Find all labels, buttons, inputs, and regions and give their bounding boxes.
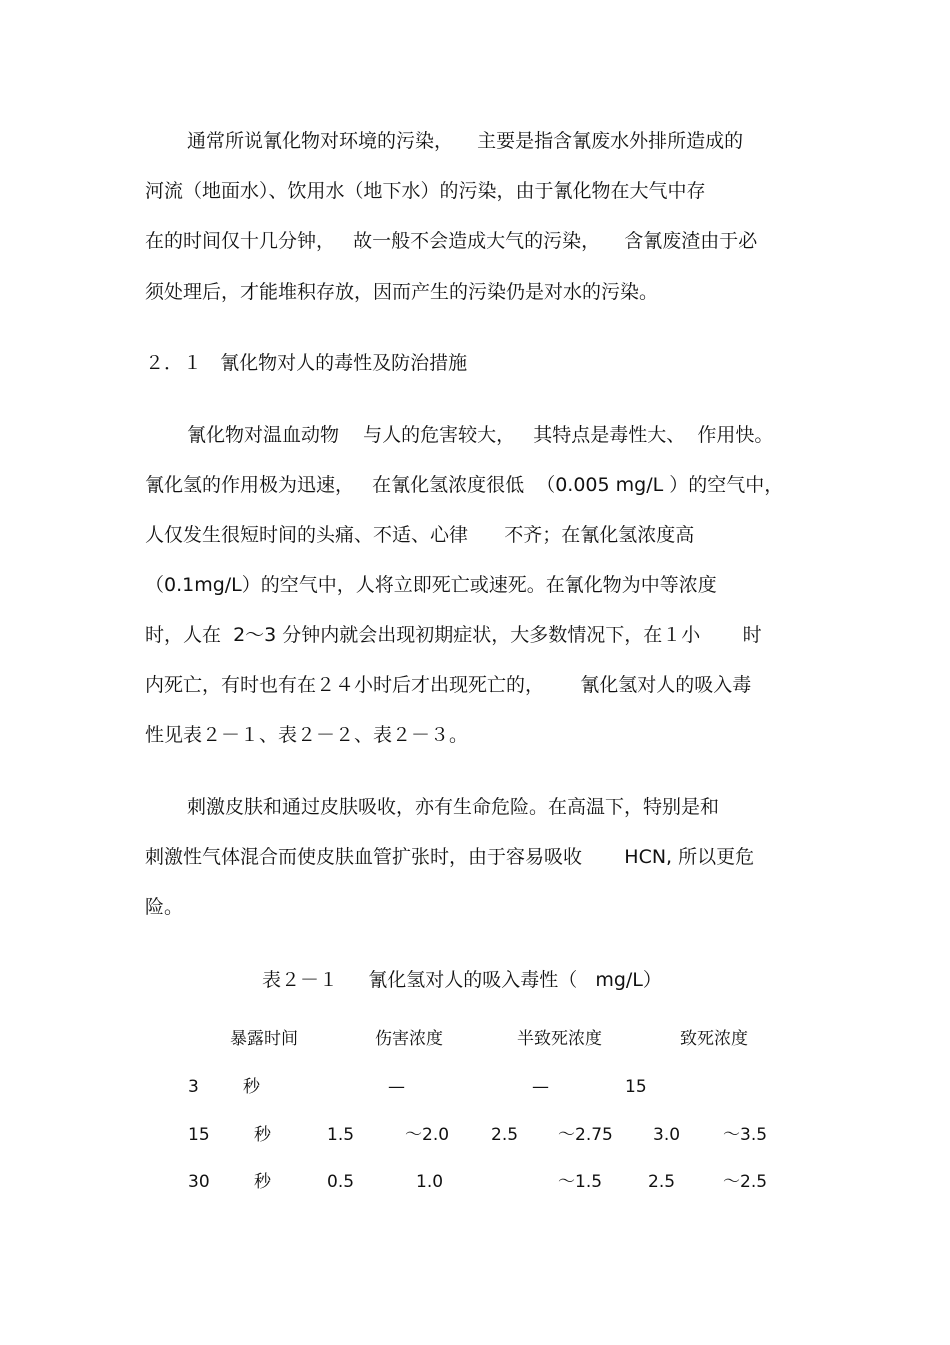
paragraph-line: 须处理后，才能堆积存放，因而产生的污染仍是对水的污染。 [145,281,659,303]
table-header-cell: 暴露时间 [230,1029,298,1049]
table-cell: 2.5 [648,1172,676,1192]
table-cell: 秒 [254,1172,271,1192]
paragraph-line: 时，人在 2～3 分钟内就会出现初期症状，大多数情况下，在１小 时 [145,624,762,646]
table-cell: ～2.75 [558,1125,613,1145]
table-cell: 3.0 [653,1125,681,1145]
table-cell: 30 [188,1172,210,1192]
table-cell: 0.5 [327,1172,355,1192]
table-cell: — [388,1077,405,1097]
table-cell: ～2.0 [405,1125,450,1145]
paragraph-line: 人仅发生很短时间的头痛、不适、心律 不齐；在氰化氢浓度高 [145,524,695,546]
paragraph-line: 河流（地面水）、饮用水（地下水）的污染，由于氰化物在大气中存 [145,180,706,202]
section-heading: ２．１ 氰化物对人的毒性及防治措施 [145,352,468,374]
paragraph-line: 氰化物对温血动物 与人的危害较大， 其特点是毒性大、 作用快。 [187,424,774,446]
table-caption: 表２－１ 氰化氢对人的吸入毒性（ mg/L） [262,969,662,991]
table-cell: 15 [188,1125,210,1145]
paragraph-line: 内死亡，有时也有在２４小时后才出现死亡的， 氰化氢对人的吸入毒 [145,674,752,696]
table-cell: 1.0 [416,1172,444,1192]
table-header-cell: 致死浓度 [680,1029,748,1049]
table-cell: 3 [188,1077,199,1097]
table-header-cell: 伤害浓度 [375,1029,443,1049]
table-cell: 15 [625,1077,647,1097]
table-cell: — [532,1077,549,1097]
table-cell: 2.5 [491,1125,519,1145]
paragraph-line: 在的时间仅十几分钟， 故一般不会造成大气的污染， 含氰废渣由于必 [145,230,758,252]
paragraph-line: 性见表２－１、表２－２、表２－３。 [145,724,469,746]
paragraph-line: （0.1mg/L）的空气中，人将立即死亡或速死。在氰化物为中等浓度 [145,574,717,596]
paragraph-line: 刺激皮肤和通过皮肤吸收，亦有生命危险。在高温下，特别是和 [187,796,720,818]
table-cell: 1.5 [327,1125,355,1145]
table-cell: ～1.5 [558,1172,603,1192]
paragraph-line: 险。 [145,896,184,918]
paragraph-line: 通常所说氰化物对环境的污染， 主要是指含氰废水外排所造成的 [187,130,744,152]
table-cell: 秒 [243,1077,260,1097]
table-cell: ～2.5 [723,1172,768,1192]
table-cell: 秒 [254,1125,271,1145]
table-cell: ～3.5 [723,1125,768,1145]
paragraph-line: 氰化氢的作用极为迅速， 在氰化氢浓度很低 （0.005 mg/L ）的空气中， [145,474,784,496]
table-header-cell: 半致死浓度 [517,1029,602,1049]
paragraph-line: 刺激性气体混合而使皮肤血管扩张时，由于容易吸收 HCN, 所以更危 [145,846,755,868]
